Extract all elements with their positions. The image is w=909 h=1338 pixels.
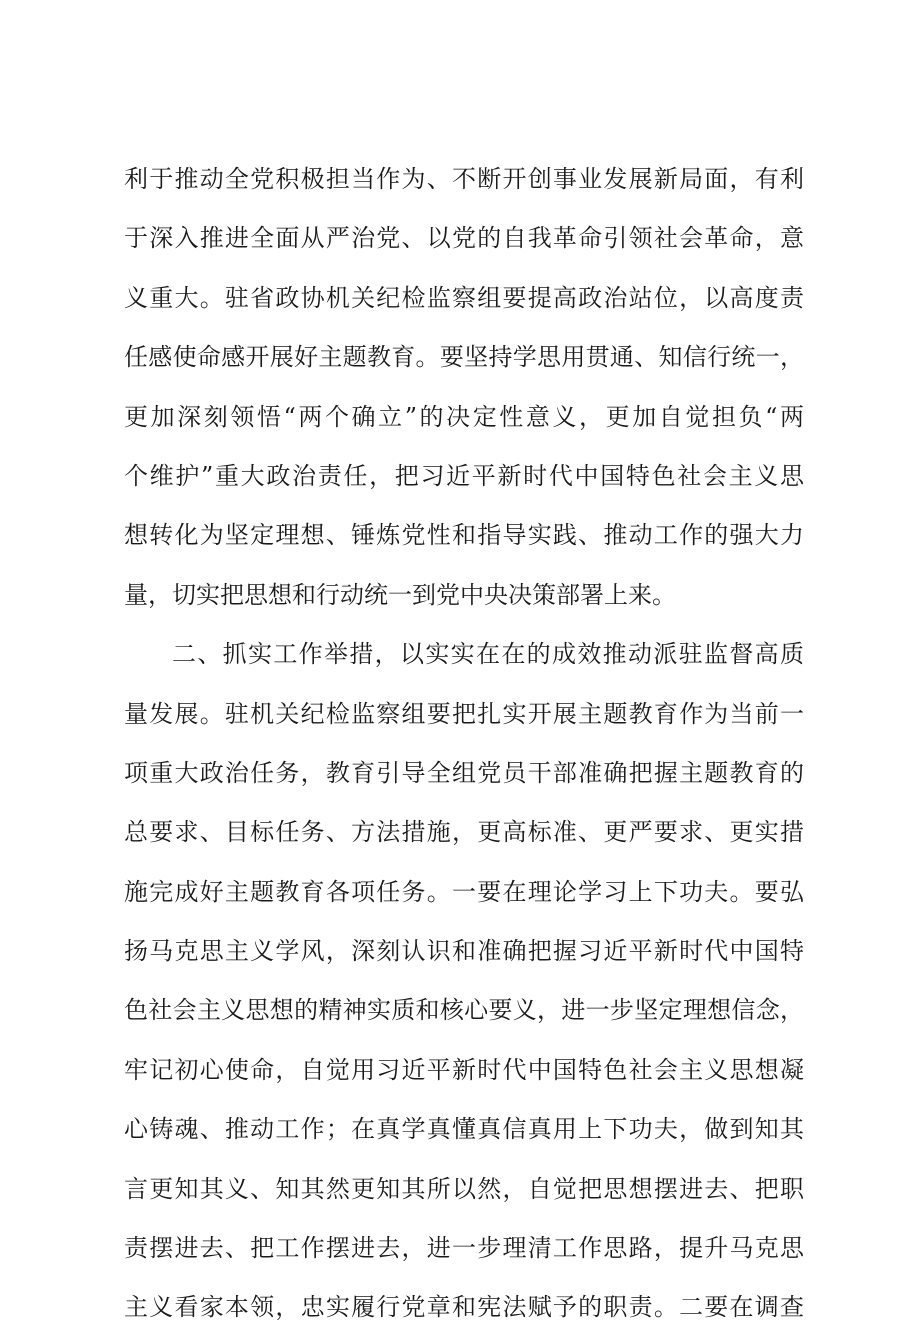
text-line: 更加深刻领悟“两个确立”的决定性意义，更加自觉担负“两 [124, 402, 804, 431]
text-line: 总要求、目标任务、方法措施，更高标准、更严要求、更实措 [124, 818, 804, 847]
paragraph-1 [124, 150, 804, 625]
document-body [124, 150, 804, 1338]
text-line: 主义看家本领，忠实履行党章和宪法赋予的职责。二要在调查 [124, 1293, 804, 1322]
text-line: 言更知其义、知其然更知其所以然，自觉把思想摆进去、把职 [124, 1174, 804, 1203]
text-line: 扬马克思主义学风，深刻认识和准确把握习近平新时代中国特 [124, 937, 804, 966]
text-line: 义重大。驻省政协机关纪检监察组要提高政治站位，以高度责 [124, 283, 804, 312]
text-line: 于深入推进全面从严治党、以党的自我革命引领社会革命，意 [124, 224, 804, 253]
text-line: 量发展。驻机关纪检监察组要把扎实开展主题教育作为当前一 [124, 699, 804, 728]
text-line: 二、抓实工作举措，以实实在在的成效推动派驻监督高质 [172, 640, 804, 669]
text-line: 施完成好主题教育各项任务。一要在理论学习上下功夫。要弘 [124, 877, 804, 906]
text-line: 牢记初心使命，自觉用习近平新时代中国特色社会主义思想凝 [124, 1055, 804, 1084]
text-line: 责摆进去、把工作摆进去，进一步理清工作思路，提升马克思 [124, 1234, 804, 1263]
text-line: 色社会主义思想的精神实质和核心要义，进一步坚定理想信念， [124, 996, 804, 1025]
text-line: 利于推动全党积极担当作为、不断开创事业发展新局面，有利 [124, 165, 804, 193]
text-line: 个维护”重大政治责任，把习近平新时代中国特色社会主义思 [124, 461, 804, 490]
text-line: 任感使命感开展好主题教育。要坚持学思用贯通、知信行统一， [124, 343, 804, 372]
text-line: 项重大政治任务，教育引导全组党员干部准确把握主题教育的 [124, 758, 804, 787]
text-line: 想转化为坚定理想、锤炼党性和指导实践、推动工作的强大力 [124, 521, 804, 550]
paragraph-2 [124, 625, 804, 1338]
text-line: 量，切实把思想和行动统一到党中央决策部署上来。 [124, 580, 676, 609]
text-line: 心铸魂、推动工作；在真学真懂真信真用上下功夫，做到知其 [124, 1115, 804, 1144]
